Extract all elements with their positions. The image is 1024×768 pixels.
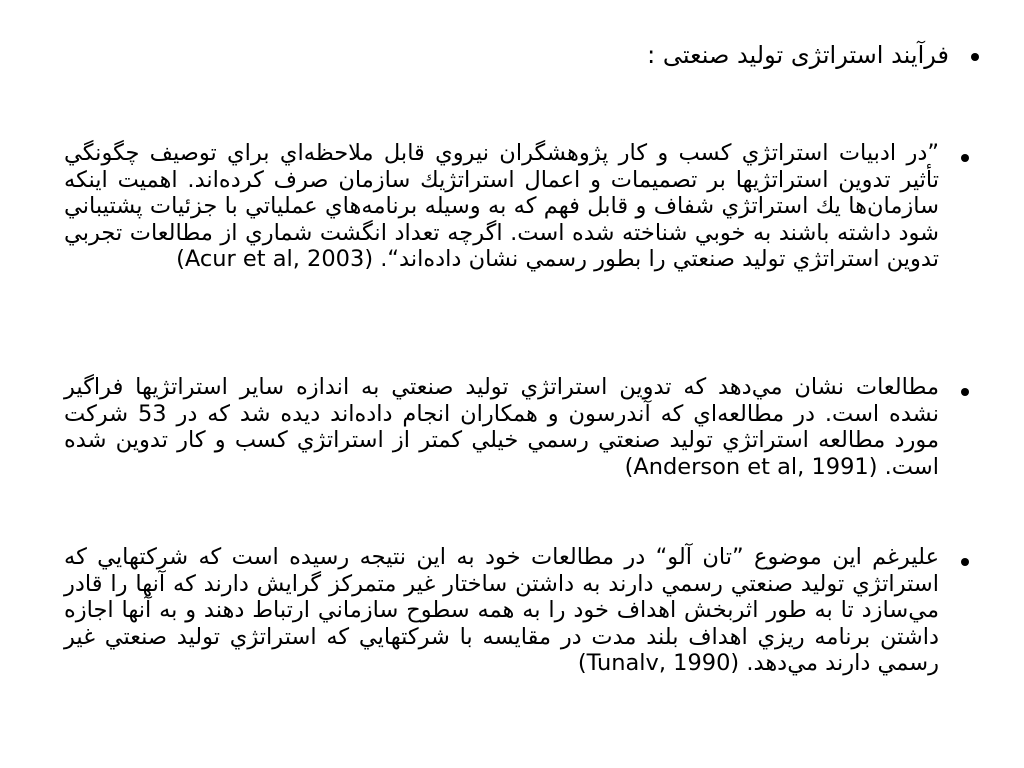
paragraph-bullet-row bbox=[64, 544, 969, 677]
heading-bullet-row bbox=[459, 40, 979, 70]
paragraph-bullet-row bbox=[64, 140, 969, 273]
bullet-icon bbox=[961, 154, 969, 162]
paragraph-acur: ”در ادبيات استراتژي كسب و كار پژوهشگران نيروي قابل ملاحظه‌اي براي توصيف چگونگي تأثير تدوين استراتژيها بر تصميمات و اعمال استراتژيك سازمان صرف كرده‌اند. اهميت اينكه سازمان‌ها يك استراتژي شفاف و قابل فهم كه به وسيله برنامه‌هاي عملياتي با جزئيات پشتيباني شود داشته باشند به خوبي شناخته شده است. اگرچه تعداد انگشت شماري از مطالعات تجربي تدوين استراتژي توليد صنعتي را بطور رسمي نشان داده‌اند“. (Acur et al, 2003) bbox=[64, 140, 939, 272]
paragraph-bullet-row bbox=[64, 374, 969, 480]
paragraph-tunalv: عليرغم اين موضوع ”تان آلو“ در مطالعات خود به اين نتيجه رسيده است كه شركتهايي كه استراتژي توليد صنعتي رسمي دارند به داشتن ساختار غير متمركز گرايش دارند كه آنها را قادر مي‌سازد تا به طور اثربخش اهداف خود را به همه سطوح سازماني ارتباط دهند و به آنها اجازه داشتن برنامه ريزي اهداف بلند مدت در مقايسه با شركتهايي كه استراتژي توليد صنعتي غير رسمي دارند مي‌دهد. (Tunalv, 1990) bbox=[64, 544, 939, 676]
bullet-icon bbox=[961, 388, 969, 396]
paragraph-anderson: مطالعات نشان مي‌دهد كه تدوين استراتژي توليد صنعتي به اندازه ساير استراتژيها فراگير نشده است. در مطالعه‌اي كه آندرسون و همكاران انجام داده‌اند ديده شد كه در 53 شركت مورد مطالعه استراتژي توليد صنعتي رسمي خيلي كمتر از استراتژي كسب و كار تدوين شده است. (Anderson et al, 1991) bbox=[64, 374, 939, 480]
bullet-icon bbox=[971, 53, 979, 61]
slide-heading: فرآیند استراتژی تولید صنعتی : bbox=[647, 41, 949, 69]
bullet-icon bbox=[961, 558, 969, 566]
